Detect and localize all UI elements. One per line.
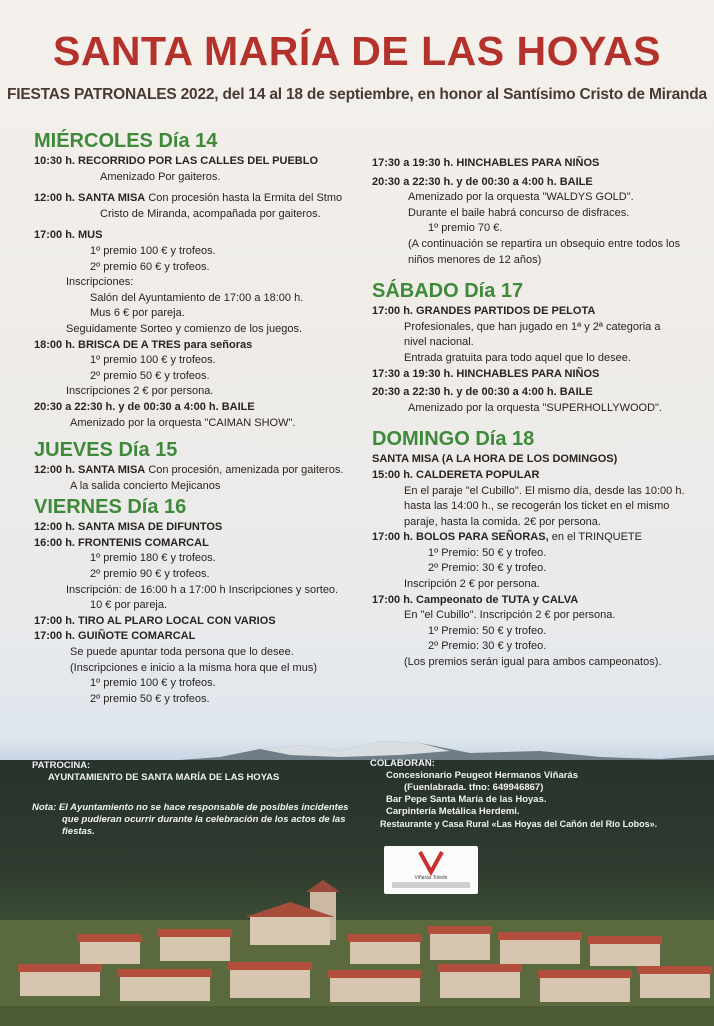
- event-detail: hasta las 14:00 h., se recogerán los ticket en el mismo: [404, 500, 670, 513]
- event-detail: Cristo de Miranda, acompañada por gaiteros.: [100, 207, 321, 220]
- event-detail: paraje, hasta la comida. 2€ por persona.: [404, 515, 601, 528]
- sponsor-block: [32, 760, 348, 838]
- event-detail: Amenizado por la orquesta "CAIMAN SHOW".: [70, 416, 296, 429]
- event-detail: Durante el baile habrá concurso de disfraces.: [408, 206, 630, 219]
- event-line: 15:00 h. CALDERETA POPULAR: [372, 468, 540, 481]
- event-detail: Salón del Ayuntamiento de 17:00 a 18:00 h.: [90, 291, 304, 304]
- event-detail: 1º premio 70 €.: [428, 222, 503, 235]
- poster-subtitle: FIESTAS PATRONALES 2022, del 14 al 18 de septiembre, en honor al Santísimo Cristo de Miranda: [7, 86, 707, 103]
- event-detail: (Inscripciones e inicio a la misma hora que el mus): [70, 661, 317, 674]
- event-detail: 1º premio 100 € y trofeos.: [90, 244, 216, 257]
- day-heading-miercoles: MIÉRCOLES Día 14: [34, 130, 218, 152]
- collaborator: Bar Pepe Santa María de las Hoyas.: [386, 794, 547, 805]
- event-detail: 1º Premio: 50 € y trofeo.: [428, 624, 547, 637]
- event-detail: niños menores de 12 años): [408, 253, 542, 266]
- event-detail: 10 € por pareja.: [90, 599, 168, 612]
- event-detail: Inscripciones:: [66, 276, 134, 289]
- right-column: [372, 156, 685, 671]
- patrocina-label: PATROCINA:: [32, 760, 91, 771]
- event-detail: Amenizado por la orquesta "WALDYS GOLD".: [408, 191, 634, 204]
- event-detail: 2º Premio: 30 € y trofeo.: [428, 640, 547, 653]
- event-detail: Entrada gratuita para todo aquel que lo desee.: [404, 351, 631, 364]
- event-detail: Profesionales, que han jugado en 1ª y 2ª categoria a: [404, 320, 661, 333]
- collaborator: Restaurante y Casa Rural «Las Hoyas del Cañón del Río Lobos».: [380, 819, 658, 829]
- event-line: 12:00 h. SANTA MISA Con procesión hasta la Ermita del Stmo: [34, 192, 343, 205]
- event-line: 17:00 h. Campeonato de TUTA y CALVA: [372, 593, 579, 606]
- event-detail: 1º Premio: 50 € y trofeo.: [428, 546, 547, 559]
- poster-title: SANTA MARÍA DE LAS HOYAS: [52, 28, 662, 74]
- event-line: 17:30 a 19:30 h. HINCHABLES PARA NIÑOS: [372, 157, 600, 169]
- event-detail: 2º premio 50 € y trofeos.: [90, 692, 210, 705]
- note-text: Nota: El Ayuntamiento no se hace responsable de posibles incidentes: [32, 802, 349, 813]
- collaborator: Carpintería Metálica Herdemi.: [386, 806, 520, 817]
- vinaras-logo-icon: [384, 846, 478, 894]
- left-column: [34, 128, 343, 707]
- event-detail: nivel nacional.: [404, 336, 474, 349]
- event-detail: En "el Cubillo". Inscripción 2 € por persona.: [404, 609, 616, 622]
- event-detail: A la salida concierto Mejicanos: [70, 479, 221, 492]
- event-detail: En el paraje "el Cubillo". El mismo día, desde las 10:00 h.: [404, 484, 685, 497]
- event-detail: 1º premio 100 € y trofeos.: [90, 677, 216, 690]
- event-detail: Seguidamente Sorteo y comienzo de los juegos.: [66, 322, 303, 335]
- event-detail: 2º premio 90 € y trofeos.: [90, 568, 210, 581]
- event-detail: (A continuación se repartira un obsequio entre todos los: [408, 237, 681, 250]
- event-detail: Mus 6 € por pareja.: [90, 307, 185, 320]
- event-line: 17:30 a 19:30 h. HINCHABLES PARA NIÑOS: [372, 367, 600, 380]
- event-detail: (Los premios serán igual para ambos campeonatos).: [404, 656, 662, 669]
- event-line: 17:00 h. GRANDES PARTIDOS DE PELOTA: [372, 305, 596, 318]
- logo-text: Viñarás Toledo: [414, 875, 448, 881]
- event-line: 20:30 a 22:30 h. y de 00:30 a 4:00 h. BAILE: [372, 175, 593, 188]
- village-image: [0, 880, 714, 1026]
- patrocina-name: AYUNTAMIENTO DE SANTA MARÍA DE LAS HOYAS: [48, 772, 280, 783]
- event-line: 17:00 h. GUIÑOTE COMARCAL: [34, 630, 196, 643]
- event-line: SANTA MISA (A LA HORA DE LOS DOMINGOS): [372, 453, 618, 466]
- event-detail: Inscripciones 2 € por persona.: [66, 385, 214, 398]
- note-text: fiestas.: [62, 826, 95, 837]
- event-line: 20:30 a 22:30 h. y de 00:30 a 4:00 h. BAILE: [372, 386, 593, 399]
- event-detail: Inscripción 2 € por persona.: [404, 578, 540, 591]
- event-detail: Se puede apuntar toda persona que lo desee.: [70, 646, 294, 659]
- event-detail: 1º premio 100 € y trofeos.: [90, 354, 216, 367]
- event-line: 12:00 h. SANTA MISA DE DIFUNTOS: [34, 521, 223, 534]
- day-heading-sabado: SÁBADO Día 17: [372, 280, 524, 303]
- event-line: 17:00 h. TIRO AL PLARO LOCAL CON VARIOS: [34, 614, 276, 627]
- event-detail: 1º premio 180 € y trofeos.: [90, 552, 216, 565]
- day-heading-jueves: JUEVES Día 15: [34, 439, 178, 462]
- note-text: que pudieran ocurrir durante la celebración de los actos de las: [62, 814, 346, 825]
- collaborator: Concesionario Peugeot Hermanos Viñarás: [386, 770, 578, 781]
- event-detail: Inscripción: de 16:00 h a 17:00 h Inscripciones y sorteo.: [66, 583, 339, 596]
- day-heading-domingo: DOMINGO Día 18: [372, 428, 535, 451]
- day-heading-viernes: VIERNES Día 16: [34, 496, 187, 519]
- event-line: 10:30 h. RECORRIDO POR LAS CALLES DEL PUEBLO: [34, 155, 319, 167]
- event-line: 12:00 h. SANTA MISA Con procesión, amenizada por gaiteros.: [34, 464, 344, 477]
- event-detail: 2º premio 50 € y trofeos.: [90, 369, 210, 382]
- event-detail: 2º premio 60 € y trofeos.: [90, 260, 210, 273]
- colaboran-label: COLABORAN:: [370, 758, 435, 769]
- event-line: 17:00 h. BOLOS PARA SEÑORAS, en el TRINQUETE: [372, 531, 642, 544]
- event-detail: Amenizado por la orquesta "SUPERHOLLYWOOD".: [408, 401, 662, 414]
- sponsor-logo: [384, 846, 478, 894]
- event-line: 18:00 h. BRISCA DE A TRES para señoras: [34, 338, 253, 351]
- collaborators-block: [370, 758, 657, 830]
- event-line: 17:00 h. MUS: [34, 229, 103, 242]
- event-detail: 2º Premio: 30 € y trofeo.: [428, 562, 547, 575]
- collaborator: (Fuenlabrada. tfno: 649946867): [404, 782, 544, 793]
- event-detail: Amenizado Por gaiteros.: [100, 170, 221, 183]
- event-line: 16:00 h. FRONTENIS COMARCAL: [34, 536, 209, 549]
- event-line: 20:30 a 22:30 h. y de 00:30 a 4:00 h. BAILE: [34, 400, 255, 413]
